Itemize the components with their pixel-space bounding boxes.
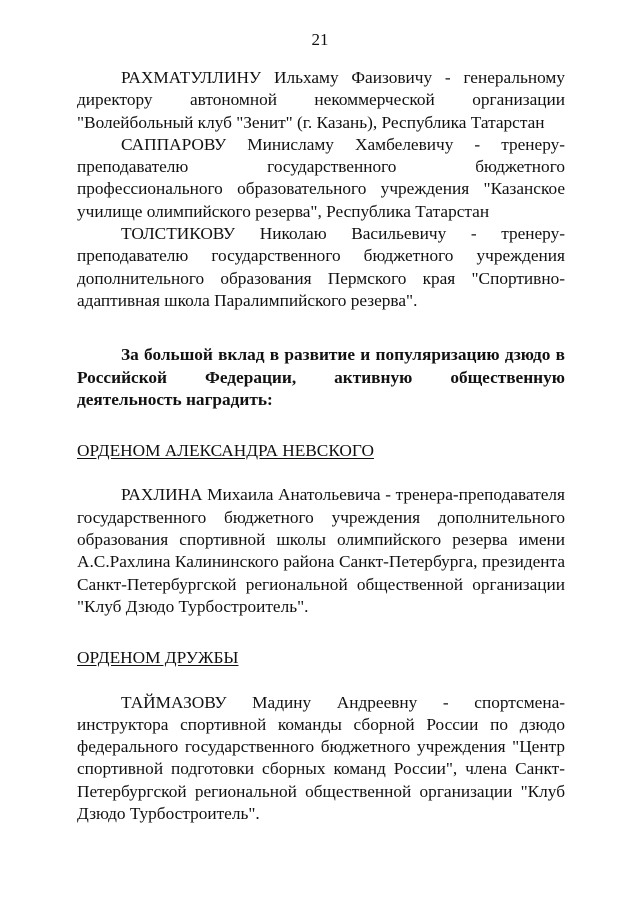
award-entry-taymazova: ТАЙМАЗОВУ Мадину Андреевну - спортсмена-инструктора спортивной команды сборной России по дзюдо федерального государственного бюджетного учреждения "Центр спортивной подготовки сборных команд России", члена Санкт-Петербургской региональной общественной организации "Клуб Дзюдо Турбостроитель". — [77, 692, 565, 824]
order-heading-friendship: ОРДЕНОМ ДРУЖБЫ — [77, 648, 239, 668]
document-body — [77, 67, 565, 825]
page-number: 21 — [311, 30, 329, 49]
award-entry-rakhmatullin: РАХМАТУЛЛИНУ Ильхаму Фаизовичу - генеральному директору автономной некоммерческой организации "Волейбольный клуб "Зенит" (г. Казань), Республика Татарстан — [77, 68, 565, 132]
award-entry-sapparov: САППАРОВУ Минисламу Хамбелевичу - тренеру-преподавателю государственного бюджетного профессионального образовательного учреждения "Казанское училище олимпийского резерва", Республика Татарстан — [77, 134, 565, 221]
award-entry-rakhlin: РАХЛИНА Михаила Анатольевича - тренера-преподавателя государственного бюджетного учреждения дополнительного образования спортивной школы олимпийского резерва имени А.С.Рахлина Калининского района Санкт-Петербурга, президента Санкт-Петербургской региональной общественной организации "Клуб Дзюдо Турбостроитель". — [77, 485, 565, 616]
award-entry-tolstikov: ТОЛСТИКОВУ Николаю Васильевичу - тренеру-преподавателю государственного бюджетного учреждения дополнительного образования Пермского края "Спортивно-адаптивная школа Паралимпийского резерва". — [77, 224, 565, 310]
order-heading-alexander-nevsky: ОРДЕНОМ АЛЕКСАНДРА НЕВСКОГО — [77, 441, 374, 461]
decree-paragraph: За большой вклад в развитие и популяризацию дзюдо в Российской Федерации, активную общественную деятельность наградить: — [77, 345, 565, 409]
